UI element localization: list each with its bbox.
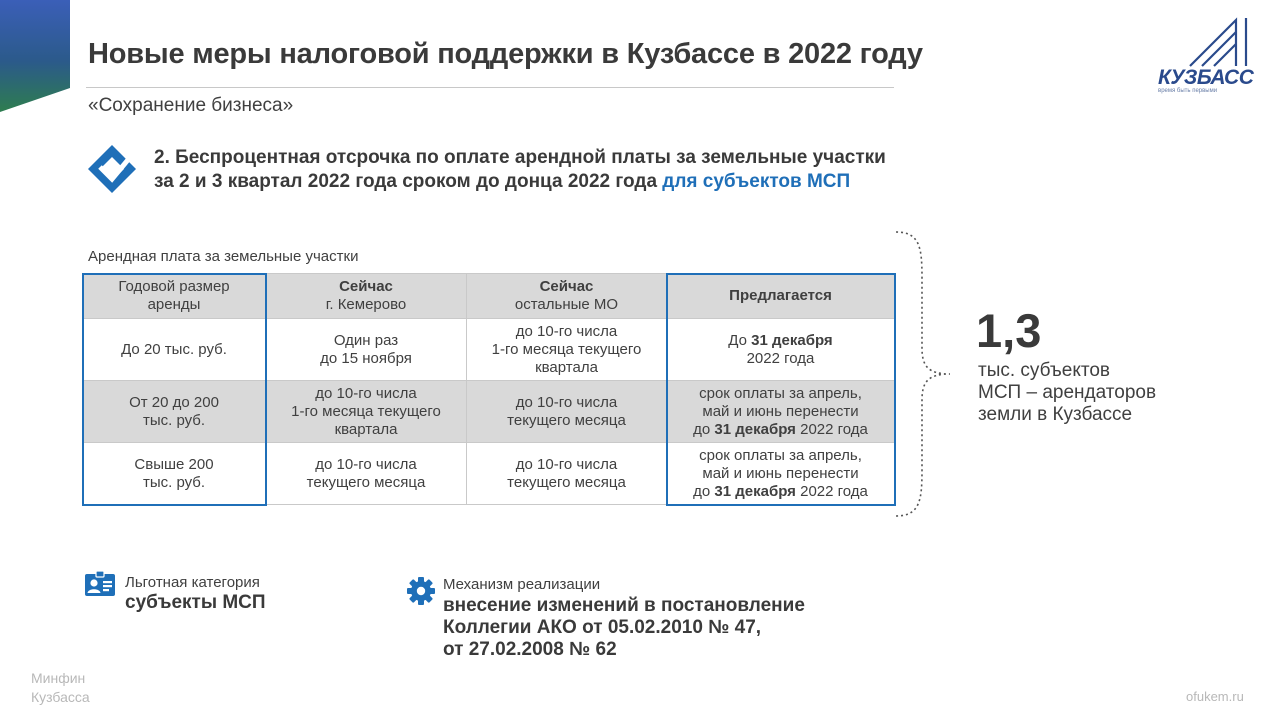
rent-deferral-table — [82, 273, 895, 505]
title-divider — [86, 87, 894, 88]
id-card-icon — [84, 570, 116, 598]
logo-text: КУЗБАСС — [1158, 66, 1254, 89]
mechanism-value: внесение изменений в постановление Коллегии АКО от 05.02.2010 № 47, от 27.02.2008 № 62 — [443, 595, 805, 660]
header-annual-rent: Годовой размер аренды — [83, 274, 266, 319]
cell-other: до 10-го числа текущего месяца — [467, 381, 667, 443]
cell-kemerovo: до 10-го числа 1-го месяца текущего квартала — [266, 381, 467, 443]
category-value: субъекты МСП — [125, 592, 266, 613]
cell-other: до 10-го числа текущего месяца — [467, 443, 667, 505]
cell-other: до 10-го числа 1-го месяца текущего квартала — [467, 319, 667, 381]
cell-rent-size: До 20 тыс. руб. — [83, 319, 266, 381]
header-proposed: Предлагается — [667, 274, 895, 319]
logo-tagline: время быть первыми — [1158, 88, 1218, 94]
header-now-other: Сейчас остальные МО — [467, 274, 667, 319]
category-label: Льготная категория — [125, 574, 260, 591]
corner-decoration — [0, 0, 70, 112]
table-row — [83, 319, 895, 381]
cell-rent-size: Свыше 200 тыс. руб. — [83, 443, 266, 505]
stat-number: 1,3 — [976, 304, 1042, 357]
diamond-check-icon — [86, 143, 138, 195]
page-subtitle: «Сохранение бизнеса» — [88, 95, 294, 116]
measure-line-2 — [154, 170, 886, 194]
cell-proposed: До 31 декабря 2022 года — [667, 319, 895, 381]
table-row — [83, 381, 895, 443]
table-row — [83, 443, 895, 505]
measure-line-1: 2. Беспроцентная отсрочка по оплате арендной платы за земельные участки — [154, 147, 886, 168]
measure-line-2-accent: для субъектов МСП — [662, 171, 851, 192]
measure-line-2-main: за 2 и 3 квартал 2022 года сроком до донца 2022 года — [154, 171, 663, 192]
cell-kemerovo: до 10-го числа текущего месяца — [266, 443, 467, 505]
dotted-brace — [892, 228, 962, 520]
cell-kemerovo: Один раз до 15 ноября — [266, 319, 467, 381]
table-header-row — [83, 274, 895, 319]
footer-ministry: Минфин Кузбасса — [31, 670, 90, 705]
cell-proposed: срок оплаты за апрель, май и июнь перенести до 31 декабря 2022 года — [667, 443, 895, 505]
page-title: Новые меры налоговой поддержки в Кузбассе в 2022 году — [88, 38, 923, 70]
gear-icon — [406, 576, 436, 606]
mechanism-label: Механизм реализации — [443, 576, 601, 593]
measure-description — [154, 146, 886, 194]
header-now-kemerovo: Сейчас г. Кемерово — [266, 274, 467, 319]
table-caption: Арендная плата за земельные участки — [88, 248, 359, 265]
cell-proposed: срок оплаты за апрель, май и июнь перенести до 31 декабря 2022 года — [667, 381, 895, 443]
stat-description: тыс. субъектов МСП – арендаторов земли в Кузбассе — [978, 360, 1157, 425]
footer-site: ofukem.ru — [1186, 689, 1244, 704]
cell-rent-size: От 20 до 200 тыс. руб. — [83, 381, 266, 443]
